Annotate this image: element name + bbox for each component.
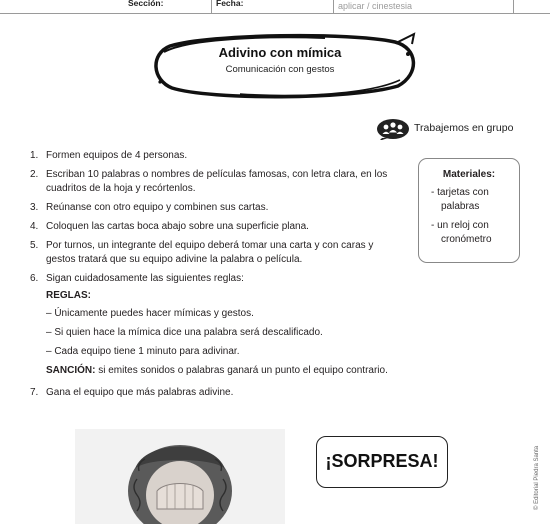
- step-number: 1.: [30, 150, 39, 161]
- materials-box: [418, 158, 520, 263]
- activity-subtitle: Comunicación con gestos: [225, 64, 335, 75]
- material-item: - tarjetas con palabras: [431, 187, 489, 212]
- sanction-text: si emites sonidos o palabras ganará un punto el equipo contrario.: [98, 365, 388, 376]
- header-rule: [0, 13, 550, 14]
- sanction-note: [46, 364, 390, 378]
- list-item: [30, 239, 390, 267]
- rule-item: – Si quien hace la mímica dice una palabra será descalificado.: [46, 327, 323, 338]
- rule-item: – Únicamente puedes hacer mímicas y gestos.: [46, 308, 254, 319]
- step-text: Gana el equipo que más palabras adivine.: [46, 387, 234, 398]
- list-item: [30, 272, 390, 378]
- publisher-credit: © Editorial Piedra Santa: [534, 445, 540, 510]
- list-item: [30, 168, 390, 196]
- material-item: - un reloj con cronómetro: [431, 220, 492, 245]
- step-number: 4.: [30, 221, 39, 232]
- step-text: Coloquen las cartas boca abajo sobre una superficie plana.: [46, 221, 309, 232]
- materials-title: Materiales:: [442, 169, 496, 180]
- list-item: [30, 201, 390, 215]
- woman-covering-eyes-photo: [75, 429, 285, 524]
- surprise-box: [316, 436, 448, 488]
- header-divider: [333, 0, 334, 13]
- worksheet-header: [0, 0, 550, 14]
- activity-title: Adivino con mímica: [218, 45, 342, 60]
- section-label: Sección:: [128, 0, 164, 8]
- list-item: [30, 149, 390, 163]
- list-item: [30, 220, 390, 234]
- list-item: [30, 386, 390, 400]
- activity-title-bubble: [150, 30, 420, 100]
- rules-heading: REGLAS:: [46, 290, 91, 301]
- group-work-label: Trabajemos en grupo: [414, 122, 514, 134]
- skill-tag: aplicar / cinestesia: [338, 1, 413, 11]
- step-number: 7.: [30, 387, 39, 398]
- step-number: 2.: [30, 169, 39, 180]
- instruction-list: [30, 149, 390, 405]
- step-text: Formen equipos de 4 personas.: [46, 150, 188, 161]
- step-text: Escriban 10 palabras o nombres de películas famosas, con letra clara, en los cuadritos de la hoja y recórtenlos.: [46, 169, 388, 194]
- header-divider: [513, 0, 514, 13]
- step-number: 3.: [30, 202, 39, 213]
- group-people-icon: [376, 118, 410, 140]
- surprise-label: ¡SORPRESA!: [325, 451, 439, 471]
- date-label: Fecha:: [216, 0, 244, 8]
- header-divider: [211, 0, 212, 13]
- step-text: Por turnos, un integrante del equipo deberá tomar una carta y con caras y gestos tratará que su equipo adivine la palabra o película.: [46, 240, 374, 265]
- step-number: 6.: [30, 273, 39, 284]
- step-text: Sigan cuidadosamente las siguientes reglas:: [46, 273, 244, 284]
- rule-item: – Cada equipo tiene 1 minuto para adivinar.: [46, 346, 240, 357]
- step-text: Reúnanse con otro equipo y combinen sus cartas.: [46, 202, 269, 213]
- sanction-label: SANCIÓN:: [46, 365, 96, 376]
- step-number: 5.: [30, 240, 39, 251]
